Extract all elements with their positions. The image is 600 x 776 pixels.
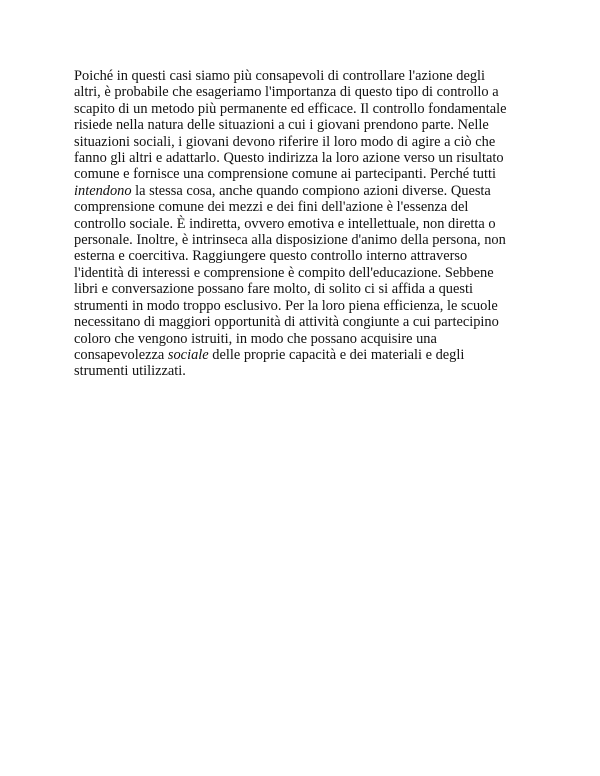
paragraph-line: coloro che vengono istruiti, in modo che possano acquisire una bbox=[74, 330, 437, 347]
line-text-before: consapevolezza bbox=[74, 346, 168, 363]
body-paragraph bbox=[74, 68, 544, 380]
line-text: la stessa cosa, anche quando compiono azioni diverse. Questa bbox=[131, 182, 491, 199]
italic-word-sociale: sociale bbox=[167, 346, 209, 363]
paragraph-line: altri, è probabile che esageriamo l'importanza di questo tipo di controllo a bbox=[74, 84, 499, 101]
italic-word-intendono: intendono bbox=[74, 182, 132, 199]
paragraph-line bbox=[74, 347, 544, 363]
paragraph-line: Poiché in questi casi siamo più consapevoli di controllare l'azione degli bbox=[74, 68, 486, 84]
paragraph-line: necessitano di maggiori opportunità di attività congiunte a cui partecipino bbox=[74, 314, 499, 331]
paragraph-line: situazioni sociali, i giovani devono riferire il loro modo di agire a ciò che bbox=[74, 133, 496, 150]
paragraph-line: esterna e coercitiva. Raggiungere questo controllo interno attraverso bbox=[74, 248, 468, 265]
paragraph-line: comprensione comune dei mezzi e dei fini dell'azione è l'essenza del bbox=[74, 199, 469, 216]
paragraph-line: fanno gli altri e adattarlo. Questo indirizza la loro azione verso un risultato bbox=[74, 150, 504, 167]
line-text: delle proprie capacità e dei materiali e degli bbox=[208, 346, 465, 363]
paragraph-line: risiede nella natura delle situazioni a cui i giovani prendono parte. Nelle bbox=[74, 117, 489, 134]
paragraph-line: strumenti in modo troppo esclusivo. Per la loro piena efficienza, le scuole bbox=[74, 297, 498, 314]
paragraph-line: strumenti utilizzati. bbox=[74, 363, 186, 380]
paragraph-line: l'identità di interessi e comprensione è compito dell'educazione. Sebbene bbox=[74, 264, 494, 281]
paragraph-line: controllo sociale. È indiretta, ovvero emotiva e intellettuale, non diretta o bbox=[74, 215, 496, 232]
paragraph-line bbox=[74, 183, 544, 199]
paragraph-line: libri e conversazione possano fare molto, di solito ci si affida a questi bbox=[74, 281, 473, 298]
paragraph-line: personale. Inoltre, è intrinseca alla disposizione d'animo della persona, non bbox=[74, 232, 506, 249]
paragraph-line: scapito di un metodo più permanente ed efficace. Il controllo fondamentale bbox=[74, 100, 507, 117]
paragraph-line: comune e fornisce una comprensione comune ai partecipanti. Perché tutti bbox=[74, 166, 496, 183]
